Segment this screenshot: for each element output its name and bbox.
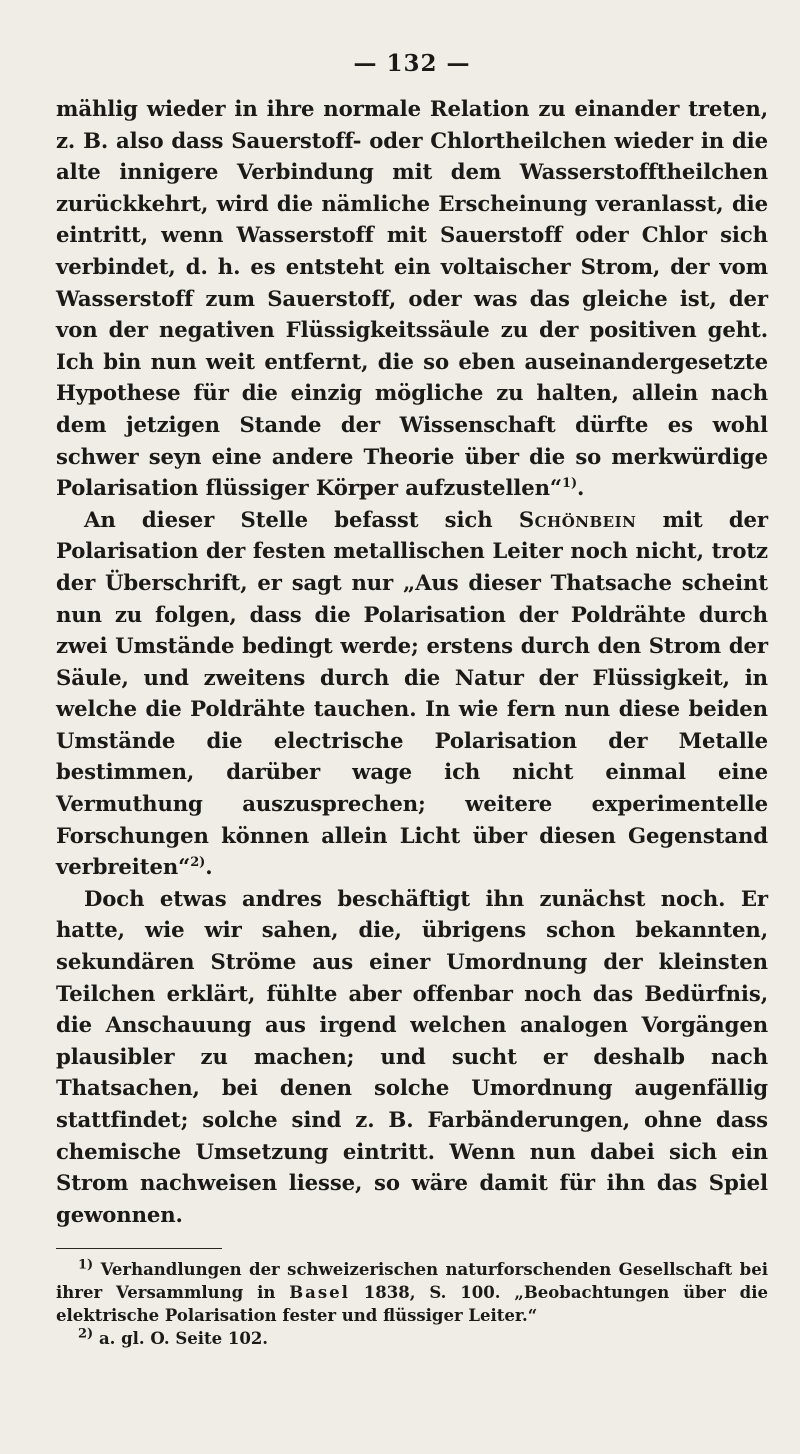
footnote-1-text-b: 1838, S. 100. „Beobachtungen über die elektrische Polarisation fester und flüssiger Leiter.“ xyxy=(56,1283,768,1325)
footnote-1-text-a: Verhandlungen der schweizerischen naturforschenden Gesellschaft bei ihrer Versammlung in xyxy=(56,1260,768,1303)
footnote-1 xyxy=(56,1259,768,1327)
paragraph-3-text: Doch etwas andres beschäftigt ihn zunächst noch. Er hatte, wie wir sahen, die, übrigens schon bekannten, sekundären Ströme aus einer Umordnung der kleinsten Teilchen erklärt, fühlte aber offenbar noch das Bedürfnis, die Anschauung aus irgend welchen analogen Vorgängen plausibler zu machen; und sucht er deshalb nach Thatsachen, bei denen solche Umordnung augenfällig stattfindet; solche sind z. B. Farbänderungen, ohne dass chemische Umsetzung eintritt. Wenn nun dabei sich ein Strom nachweisen liesse, so wäre damit für ihn das Spiel gewonnen. xyxy=(56,885,768,1227)
footnotes xyxy=(56,1259,768,1350)
footnote-ref-1: 1) xyxy=(562,476,578,492)
author-name-schoenbein: Schönbein xyxy=(518,506,637,532)
footnote-1-city: Basel xyxy=(289,1283,350,1303)
paragraph-2-text-a: An dieser Stelle befasst sich xyxy=(84,506,519,532)
footnote-ref-2: 2) xyxy=(190,855,206,871)
paragraph-2-end: . xyxy=(205,854,213,880)
paragraph-1-end: . xyxy=(577,475,585,501)
paragraph-3 xyxy=(56,883,768,1231)
paragraph-2 xyxy=(56,504,768,883)
page-number-header: — 132 — xyxy=(353,50,471,77)
paragraph-2-text-b: mit der Polarisation der festen metallischen Leiter noch nicht, trotz der Überschrift, er sagt nur „Aus dieser Thatsache scheint nun zu folgen, dass die Polarisation der Poldrähte durch zwei Umstände bedingt werde; erstens durch den Strom der Säule, und zweitens durch die Natur der Flüssigkeit, in welche die Poldrähte tauchen. In wie fern nun diese beiden Umstände die electrische Polarisation der Metalle bestimmen, darüber wage ich nicht einmal eine Vermuthung auszusprechen; weitere experimentelle Forschungen können allein Licht über diesen Gegenstand verbreiten“ xyxy=(56,506,768,880)
footnote-2-text: a. gl. O. Seite 102. xyxy=(93,1328,269,1348)
footnote-2-marker: 2) xyxy=(78,1326,94,1342)
paragraph-1 xyxy=(56,93,768,504)
body-text xyxy=(56,93,768,1230)
footnote-2 xyxy=(56,1328,768,1351)
footnote-1-marker: 1) xyxy=(78,1257,94,1273)
paragraph-1-text: mählig wieder in ihre normale Relation zu einander treten, z. B. also dass Sauerstoff- oder Chlortheilchen wieder in die alte innigere Verbindung mit dem Wasserstofftheilchen zurückkehrt, wird die nämliche Erscheinung veranlasst, die eintritt, wenn Wasserstoff mit Sauerstoff oder Chlor sich verbindet, d. h. es entsteht ein voltaischer Strom, der vom Wasserstoff zum Sauerstoff, oder was das gleiche ist, der von der negativen Flüssigkeitssäule zu der positiven geht. Ich bin nun weit entfernt, die so eben auseinandergesetzte Hypothese für die einzig mögliche zu halten, allein nach dem jetzigen Stande der Wissenschaft dürfte es wohl schwer seyn eine andere Theorie über die so merkwürdige Polarisation flüssiger Körper aufzustellen“ xyxy=(56,96,768,501)
footnote-divider xyxy=(56,1248,222,1249)
book-page xyxy=(56,50,768,1351)
